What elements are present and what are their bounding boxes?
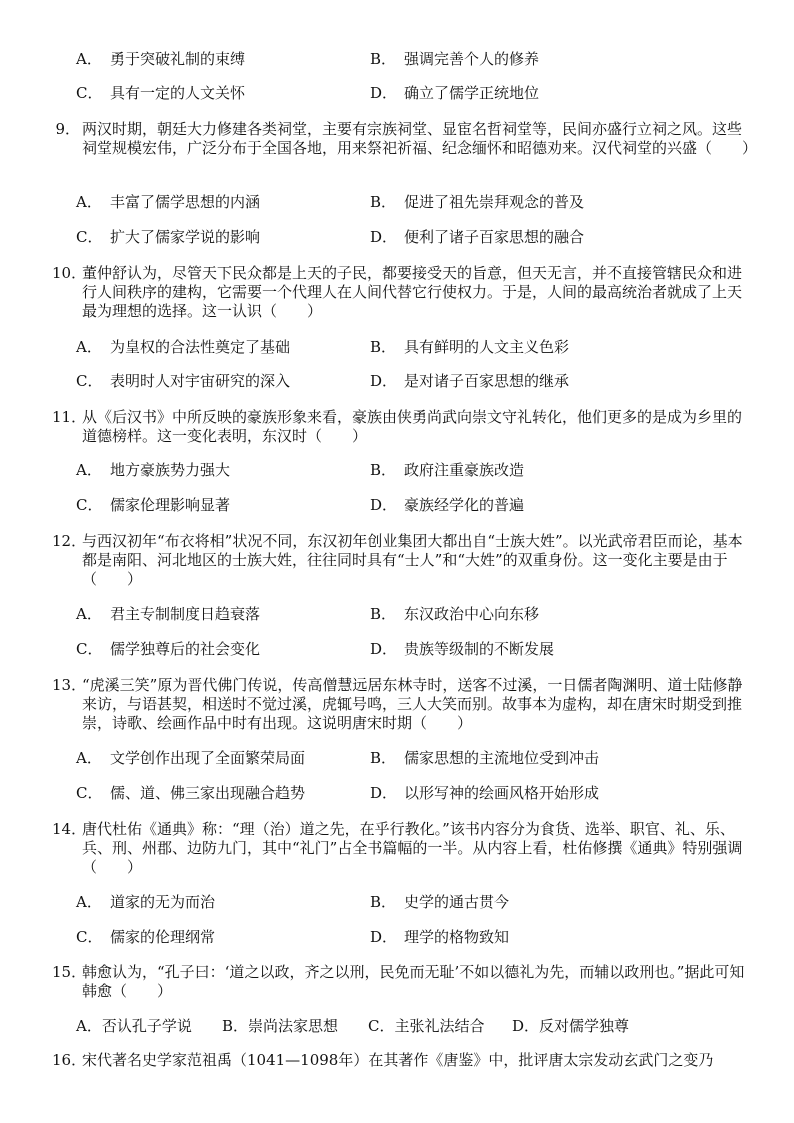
q11-text: 从《后汉书》中所反映的豪族形象来看，豪族由侠勇尚武向崇文守礼转化，他们更多的是成为乡里的道德榜样。这一变化表明，东汉时（ ）: [82, 408, 743, 445]
q11-option-b[interactable]: B． 政府注重豪族改造: [370, 461, 525, 479]
q9-text: 两汉时期，朝廷大力修建各类祠堂，主要有宗族祠堂、显宦名哲祠堂等，民间亦盛行立祠之风。这些祠堂规模宏伟，广泛分布于全国各地，用来祭祀祈福、纪念缅怀和昭德劝来。汉代祠堂的兴盛（ ）: [82, 120, 758, 157]
q13-text: “虎溪三笑”原为晋代佛门传说，传高僧慧远居东林寺时，送客不过溪，一日儒者陶渊明、道士陆修静来访，与语甚契，相送时不觉过溪，虎辄号鸣，三人大笑而别。故事本为虚构，却在唐宋时期受到推崇，诗歌、绘画作品中时有出现。这说明唐宋时期（ ）: [82, 676, 743, 732]
q11-option-c[interactable]: C． 儒家伦理影响显著: [76, 496, 231, 514]
q15-option-b[interactable]: B．崇尚法家思想: [222, 1017, 339, 1035]
q8-option-a[interactable]: A． 勇于突破礼制的束缚: [76, 50, 246, 68]
q14-option-b[interactable]: B． 史学的通古贯今: [370, 893, 510, 911]
q15-text: 韩愈认为，“孔子曰：‘道之以政，齐之以刑，民免而无耻’不如以德礼为先，而辅以政刑也。”据此可知韩愈（ ）: [82, 963, 745, 1000]
q12-option-a[interactable]: A． 君主专制制度日趋衰落: [76, 605, 261, 623]
q15-stem: [52, 963, 752, 1001]
q10-option-d[interactable]: D． 是对诸子百家思想的继承: [370, 372, 570, 390]
q13-stem: [52, 676, 752, 733]
q14-option-c[interactable]: C． 儒家的伦理纲常: [76, 928, 216, 946]
q12-option-d[interactable]: D． 贵族等级制的不断发展: [370, 640, 555, 658]
q13-option-c[interactable]: C． 儒、道、佛三家出现融合趋势: [76, 784, 306, 802]
q12-text: 与西汉初年“布衣将相”状况不同，东汉初年创业集团大都出自“士族大姓”。以光武帝君臣而论，基本都是南阳、河北地区的士族大姓，往往同时具有“士人”和“大姓”的双重身份。这一变化主要是由于（ ）: [82, 532, 743, 588]
q14-option-a[interactable]: A． 道家的无为而治: [76, 893, 216, 911]
q11-option-d[interactable]: D． 豪族经学化的普遍: [370, 496, 525, 514]
q16-text: 宋代著名史学家范祖禹（1041—1098年）在其著作《唐鉴》中，批评唐太宗发动玄武门之变乃: [82, 1051, 714, 1069]
q8-option-d[interactable]: D． 确立了儒学正统地位: [370, 84, 540, 102]
q12-number: 12．: [52, 532, 87, 550]
q12-stem: [52, 532, 752, 589]
q14-text: 唐代杜佑《通典》称：“理（治）道之先，在乎行教化。”该书内容分为食货、选举、职官、礼、乐、兵、刑、州郡、边防九门，其中“礼门”占全书篇幅的一半。从内容上看，杜佑修撰《通典》特别强调（ ）: [82, 820, 743, 876]
q16-stem: [52, 1051, 752, 1070]
q9-option-c[interactable]: C． 扩大了儒家学说的影响: [76, 228, 261, 246]
q10-option-b[interactable]: B． 具有鲜明的人文主义色彩: [370, 338, 570, 356]
q10-option-c[interactable]: C． 表明时人对宇宙研究的深入: [76, 372, 291, 390]
q13-option-a[interactable]: A． 文学创作出现了全面繁荣局面: [76, 749, 306, 767]
q8-option-b[interactable]: B． 强调完善个人的修养: [370, 50, 540, 68]
q9-option-b[interactable]: B． 促进了祖先崇拜观念的普及: [370, 193, 585, 211]
q13-number: 13．: [52, 676, 87, 694]
q14-stem: [52, 820, 752, 877]
q10-option-a[interactable]: A． 为皇权的合法性奠定了基础: [76, 338, 291, 356]
q14-number: 14．: [52, 820, 87, 838]
q9-stem: [52, 120, 758, 158]
q15-number: 15．: [52, 963, 87, 981]
q8-option-c[interactable]: C． 具有一定的人文关怀: [76, 84, 246, 102]
q12-option-c[interactable]: C． 儒学独尊后的社会变化: [76, 640, 261, 658]
q11-number: 11．: [52, 408, 87, 426]
q15-option-a[interactable]: A．否认孔子学说: [76, 1017, 192, 1035]
q11-stem: [52, 408, 752, 446]
q15-option-c[interactable]: C．主张礼法结合: [368, 1017, 485, 1035]
q9-option-a[interactable]: A． 丰富了儒学思想的内涵: [76, 193, 261, 211]
q10-number: 10．: [52, 264, 87, 282]
q11-option-a[interactable]: A． 地方豪族势力强大: [76, 461, 231, 479]
q16-number: 16．: [52, 1051, 87, 1069]
q15-option-d[interactable]: D．反对儒学独尊: [512, 1017, 630, 1035]
q13-option-b[interactable]: B． 儒家思想的主流地位受到冲击: [370, 749, 600, 767]
q9-number: 9．: [55, 120, 80, 138]
q9-option-d[interactable]: D． 便利了诸子百家思想的融合: [370, 228, 585, 246]
q13-option-d[interactable]: D． 以形写神的绘画风格开始形成: [370, 784, 600, 802]
q10-text: 董仲舒认为，尽管天下民众都是上天的子民，都要接受天的旨意，但天无言，并不直接管辖民众和进行人间秩序的建构，它需要一个代理人在人间代替它行使权力。于是，人间的最高统治者就成了上天最为理想的选择。这一认识（ ）: [82, 264, 743, 320]
q10-stem: [52, 264, 752, 321]
q12-option-b[interactable]: B． 东汉政治中心向东移: [370, 605, 540, 623]
q14-option-d[interactable]: D． 理学的格物致知: [370, 928, 510, 946]
